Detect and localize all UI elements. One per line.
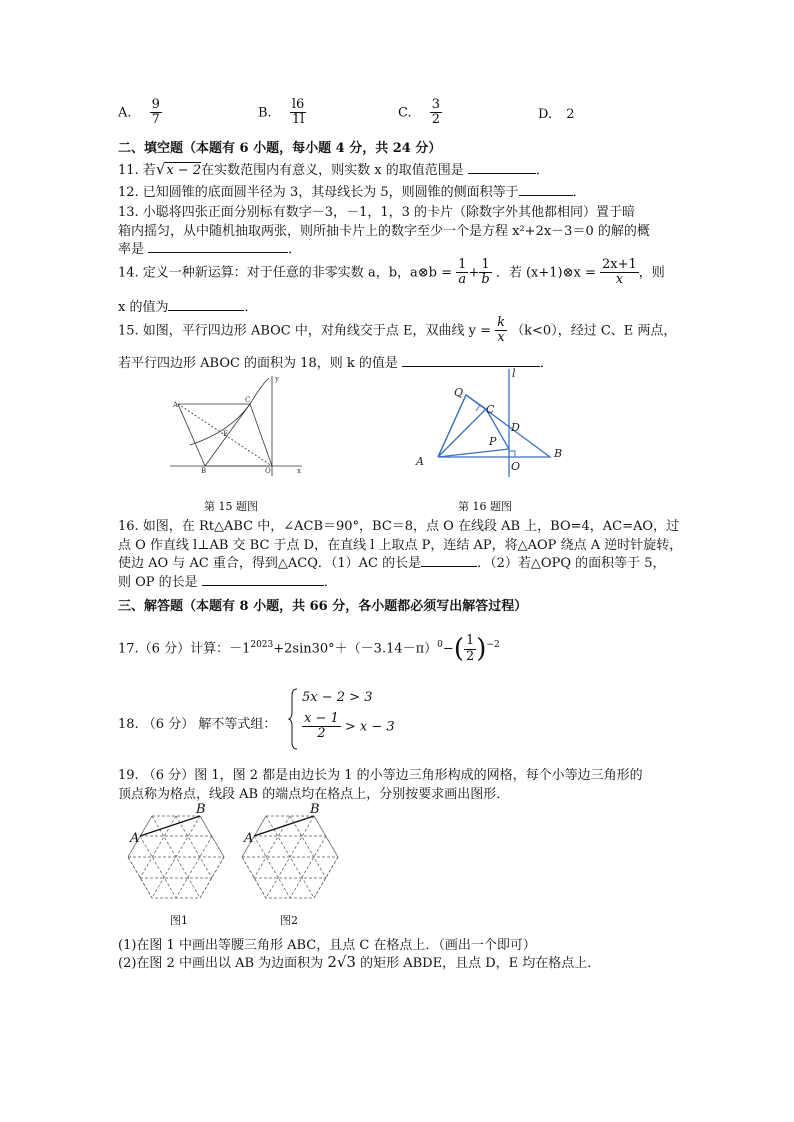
figure-15 — [170, 372, 310, 477]
question-19-sub-2: (2)在图 2 中画出以 AB 为边面积为 2√3 的矩形 ABDE，且点 D，E 均在格点上． — [118, 953, 601, 971]
answer-blank[interactable] — [421, 565, 477, 567]
segment-ap — [438, 449, 509, 457]
segment-ab — [140, 816, 200, 836]
fig16-label-l: l — [512, 367, 516, 380]
fig16-label-o: O — [511, 460, 521, 473]
figure-16 — [410, 365, 570, 480]
answer-blank[interactable] — [148, 251, 288, 253]
q10-option-c: C. $\frac{3}{2}$ — [398, 97, 441, 128]
fig16-label-p: P — [489, 435, 497, 448]
question-13-line-3: 率是 ． — [118, 242, 302, 257]
fig16-label-a: A — [416, 455, 424, 468]
question-16-line-1: 16. 如图，在 Rt△ABC 中，∠ACB＝90°，BC＝8，点 O 在线段 AB 上，BO=4，AC=AO，过 — [118, 519, 680, 534]
figure-19-2-caption: 图2 — [280, 914, 298, 927]
fig19-1-label-b: B — [196, 802, 206, 817]
section-2-title: 二、填空题（本题有 6 小题，每小题 4 分，共 24 分） — [118, 141, 442, 156]
answer-blank[interactable] — [202, 584, 324, 586]
brace-icon — [288, 688, 298, 750]
question-16-line-4: 则 OP 的长是 ． — [118, 575, 337, 590]
fig15-label-y: y — [275, 375, 279, 383]
question-19-sub-1: (1)在图 1 中画出等腰三角形 ABC，且点 C 在格点上．（画出一个即可） — [118, 938, 536, 953]
question-17: 17.（6 分）计算：$-1^{2023}+2\sin 30^\circ+(-3.14-\pi)^0-$( $\frac{1}{2}$ )$^{-2}$ — [118, 633, 500, 664]
figure-16-caption: 第 16 题图 — [458, 500, 512, 513]
q10-option-d: D. 2 — [538, 107, 575, 122]
fig15-label-x: x — [297, 467, 301, 475]
q10-option-a: A. $\frac{9}{7}$ — [118, 97, 160, 128]
fig16-label-b: B — [554, 447, 563, 460]
question-13-line-2: 箱内摇匀，从中随机抽取两张，则所抽卡片上的数字至少一个是方程 x²+2x－3＝0 的解的概 — [118, 224, 650, 239]
question-19-line-2: 顶点称为格点，线段 AB 的端点均在格点上，分别按要求画出图形． — [118, 787, 510, 802]
question-13-line-1: 13. 小聪将四张正面分别标有数字－3，－1，1，3 的卡片（除数字外其他都相同）置于暗 — [118, 205, 636, 220]
fig15-label-b: B — [201, 467, 207, 475]
hyperbola-curve — [190, 378, 269, 445]
segment-ab — [254, 816, 314, 836]
question-18-label: 18. （6 分） 解不等式组： — [118, 717, 277, 732]
question-15: 15. 如图，平行四边形 ABOC 中，对角线交于点 E，双曲线 y = $\frac{k}{x}$ （k<0），经过 C、E 两点， — [118, 315, 677, 346]
question-16-line-3: 使边 AO 与 AC 重合，得到△ACQ．（1）AC 的长是 ．（2）若△OPQ 的面积等于 5， — [118, 556, 666, 571]
question-15-line-2: 若平行四边形 ABOC 的面积为 18，则 k 的值是 ． — [118, 356, 554, 371]
question-19-line-1: 19. （6 分）图 1，图 2 都是由边长为 1 的小等边三角形构成的网格，每个小等边三角形的 — [118, 768, 643, 783]
fig19-1-label-a: A — [130, 831, 140, 846]
fig15-label-c: C — [245, 396, 251, 404]
question-11: 11. 若√x − 2在实数范围内有意义，则实数 x 的取值范围是 ． — [118, 160, 549, 178]
fig19-2-label-a: A — [244, 831, 254, 846]
figure-19-1-caption: 图1 — [170, 914, 188, 927]
figure-15-caption: 第 15 题图 — [204, 500, 258, 513]
answer-blank[interactable] — [519, 194, 573, 196]
figure-19-1 — [122, 800, 230, 912]
fig15-label-a: A — [173, 401, 179, 409]
fig16-label-c: C — [486, 403, 495, 416]
fig19-2-label-b: B — [310, 802, 320, 817]
answer-blank[interactable] — [168, 309, 244, 311]
question-16-line-2: 点 O 作直线 l⊥AB 交 BC 于点 D，在直线 l 上取点 P，连结 AP，将△AOP 绕点 A 逆时针旋转， — [118, 538, 683, 553]
fig16-label-q: Q — [454, 386, 464, 399]
fig15-label-e: E — [223, 430, 229, 438]
q10-option-b: B. $\frac{l6}{1l}$ — [258, 97, 305, 128]
question-12: 12. 已知圆锥的底面圆半径为 3，其母线长为 5，则圆锥的侧面积等于 ． — [118, 185, 586, 200]
figure-19-2 — [236, 800, 344, 912]
answer-blank[interactable] — [468, 172, 536, 174]
section-3-title: 三、解答题（本题有 8 小题，共 66 分，各小题都必须写出解答过程） — [118, 599, 528, 614]
fig16-label-d: D — [511, 421, 520, 434]
fig15-label-o: O — [265, 467, 271, 475]
question-14: 14. 定义一种新运算：对于任意的非零实数 a，b，a⊗b = $\frac{1}{a}$ + $\frac{1}{b}$ ．若 (x+1)⊗x = $\frac{2x+1}{x}$ ，则 — [118, 257, 665, 288]
question-14-line-2: x 的值为 ． — [118, 300, 258, 315]
